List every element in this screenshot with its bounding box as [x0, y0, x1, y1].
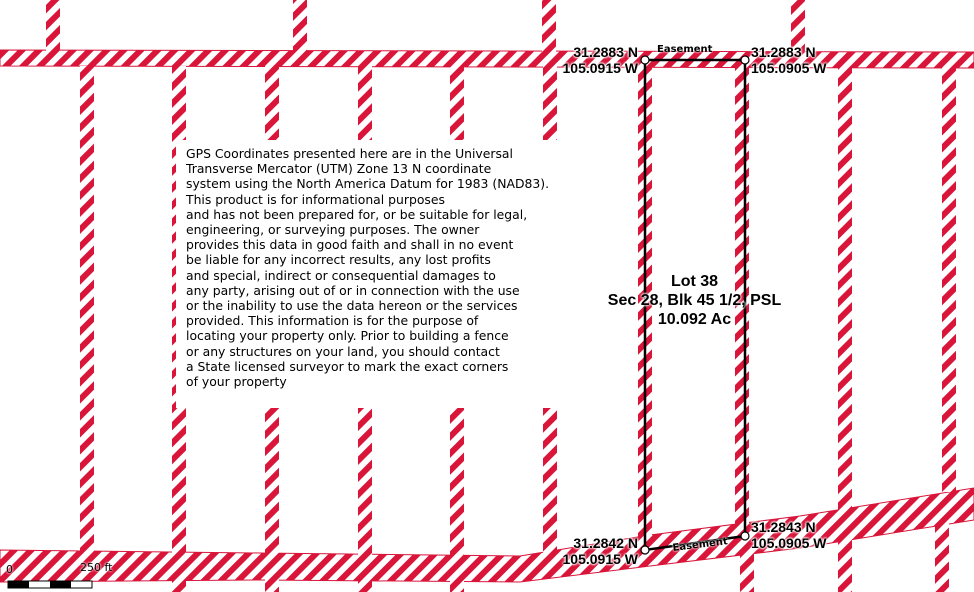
disclaimer-line: of your property	[186, 374, 287, 390]
disclaimer-line: provided. This information is for the purpose of	[186, 313, 479, 329]
corner-marker-se	[741, 532, 749, 540]
disclaimer-line: or the inability to use the data hereon or the services	[186, 298, 518, 314]
road	[0, 50, 974, 68]
lot-area: 10.092 Ac	[657, 311, 732, 328]
road	[80, 66, 94, 554]
road	[172, 570, 186, 592]
corner-marker-nw	[641, 56, 649, 64]
easement-label-top: Easement	[657, 44, 713, 55]
road	[358, 572, 372, 592]
corner-sw-coords	[563, 535, 639, 567]
corner-marker-ne	[741, 56, 749, 64]
corner-nw-lon: 105.0915 W	[562, 60, 638, 76]
easement-label-bottom: Easement	[672, 536, 729, 554]
corner-se-lat: 31.2843 N	[751, 519, 816, 535]
disclaimer-line: be liable for any incorrect results, any lost profits	[186, 252, 491, 268]
disclaimer-line: or any structures on your land, you should contact	[186, 343, 500, 359]
road	[942, 66, 956, 492]
corner-sw-lat: 31.2842 N	[573, 535, 638, 551]
road	[450, 572, 464, 592]
corner-se-coords	[751, 519, 827, 551]
disclaimer-line: provides this data in good faith and shall in no event	[186, 237, 514, 253]
road	[0, 488, 974, 582]
corner-ne-coords	[751, 44, 827, 76]
disclaimer-line: system using the North America Datum for 1983 (NAD83).	[186, 176, 550, 192]
disclaimer-box	[176, 140, 560, 408]
lot-name: Lot 38	[670, 273, 719, 290]
road	[293, 0, 307, 52]
disclaimer-line: and has not been prepared for, or be suitable for legal,	[186, 206, 528, 222]
disclaimer-line: any party, arising out of or in connection with the use	[186, 282, 520, 298]
disclaimer-line: a State licensed surveyor to mark the exact corners	[186, 358, 509, 374]
road	[935, 515, 949, 592]
lot-label	[592, 272, 797, 329]
road	[838, 530, 852, 592]
scale-bar	[8, 581, 92, 588]
corner-se-lon: 105.0905 W	[751, 535, 827, 551]
road	[542, 0, 556, 52]
scale-start-label: 0	[6, 563, 13, 576]
corner-nw-lat: 31.2883 N	[573, 44, 638, 60]
scale-end-label: 250 ft	[80, 561, 113, 574]
corner-sw-lon: 105.0915 W	[562, 551, 638, 567]
disclaimer-line: This product is for informational purposes	[186, 191, 445, 207]
road	[265, 570, 279, 592]
corner-ne-lon: 105.0905 W	[751, 60, 827, 76]
corner-nw-coords	[563, 44, 639, 76]
lot-description: Sec 28, Blk 45 1/2, PSL	[607, 292, 782, 309]
road	[838, 66, 852, 518]
corner-marker-sw	[641, 546, 649, 554]
road	[46, 0, 60, 52]
disclaimer-line: and special, indirect or consequential damages to	[186, 267, 496, 283]
disclaimer-line: engineering, or surveying purposes. The owner	[186, 222, 480, 238]
corner-ne-lat: 31.2883 N	[751, 44, 816, 60]
disclaimer-line: locating your property only. Prior to building a fence	[186, 328, 509, 344]
disclaimer-line: Transverse Mercator (UTM) Zone 13 N coordinate	[186, 161, 492, 177]
disclaimer-line: GPS Coordinates presented here are in the Universal	[186, 146, 513, 161]
